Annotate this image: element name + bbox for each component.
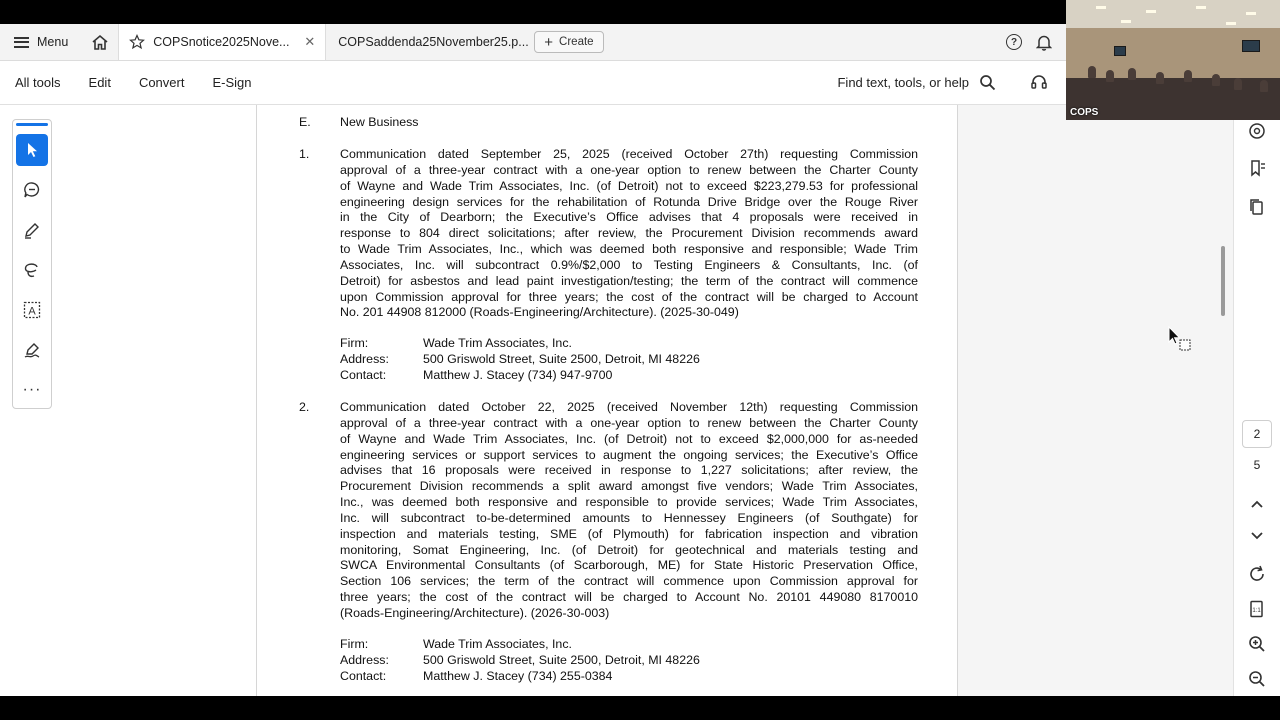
page-fit-button[interactable] — [1246, 598, 1268, 620]
previous-page-button[interactable] — [1246, 493, 1268, 515]
firm-label: Firm: — [340, 336, 369, 350]
firm-details — [340, 637, 918, 685]
at-comment-icon — [1248, 122, 1266, 140]
main-toolbar — [0, 61, 1066, 105]
contact-label: Contact: — [340, 367, 387, 382]
next-page-button[interactable] — [1246, 525, 1268, 547]
menu-button[interactable] — [0, 24, 82, 60]
bookmark-icon — [1248, 159, 1266, 177]
firm-value: Wade Trim Associates, Inc. — [423, 336, 572, 350]
bell-icon[interactable] — [1036, 34, 1052, 51]
contact-value: Matthew J. Stacey (734) 255-0384 — [423, 668, 613, 683]
paragraph-line: (Roads-Engineering/Architecture). (2026-30-003) — [340, 605, 610, 620]
meeting-video-feed[interactable] — [1066, 0, 1280, 120]
vertical-scrollbar[interactable] — [1221, 246, 1225, 316]
paragraph-line: inspection and materials testing, SME (of Plymouth) for fabrication inspection and vibration — [340, 526, 918, 541]
chevron-up-icon — [1250, 499, 1264, 509]
copy-pages-icon — [1248, 198, 1266, 216]
star-icon[interactable] — [129, 34, 145, 50]
paragraph-line: Inc., was deemed both responsive and responsible to provide services; Wade Trim Associates, — [340, 495, 918, 510]
paragraph-line: engineering design services for the rehabilitation of Rotunda Drive Bridge over the Rouge River — [340, 194, 918, 209]
tab-title: COPSnotice2025Nove... — [153, 35, 290, 49]
pages-button[interactable] — [1246, 196, 1268, 218]
home-button[interactable] — [82, 24, 118, 60]
zoom-out-icon — [1248, 670, 1266, 688]
headset-icon[interactable] — [1030, 74, 1048, 91]
document-page[interactable] — [256, 105, 958, 696]
menu-label: Menu — [37, 35, 69, 49]
canvas-background — [958, 105, 1233, 696]
convert-menu[interactable]: Convert — [138, 75, 185, 90]
text-box-icon — [22, 300, 42, 320]
video-light — [1121, 20, 1131, 23]
zoom-in-button[interactable] — [1246, 633, 1268, 655]
address-value: 500 Griswold Street, Suite 2500, Detroit, MI 48226 — [423, 652, 700, 667]
right-side-panel — [1233, 120, 1280, 696]
contact-label: Contact: — [340, 668, 387, 683]
video-tv-screen — [1242, 40, 1260, 52]
paragraph-line: Detroit) for asbestos and lead paint investigation/testing; the term of the contract will commence — [340, 273, 918, 288]
section-letter: E. — [299, 115, 311, 129]
create-button[interactable] — [534, 31, 603, 53]
firm-value: Wade Trim Associates, Inc. — [423, 637, 572, 651]
refresh-icon — [1248, 565, 1266, 583]
paragraph-line: approval of a three-year contract with a one-year option to renew between the Charter County — [340, 415, 918, 430]
video-person — [1184, 70, 1192, 82]
paragraph-line: SWCA Environmental Consultants (of Scarborough, ME) for State Historic Preservation Office, — [340, 558, 918, 573]
comment-add-icon — [22, 180, 42, 200]
video-wall — [1066, 28, 1280, 78]
svg-text:A: A — [28, 305, 36, 318]
all-tools-menu[interactable]: All tools — [15, 75, 61, 90]
tab-copsnotice[interactable] — [118, 24, 326, 60]
paragraph-line: Associates, Inc. will subcontract 0.9%/$2,000 to Testing Engineers & Consultants, Inc. (of — [340, 257, 918, 272]
video-person — [1234, 78, 1242, 90]
cursor-arrow-icon — [25, 142, 39, 158]
refresh-button[interactable] — [1246, 563, 1268, 585]
chevron-down-icon — [1250, 531, 1264, 541]
paragraph-line: engineering services or support services to augment the ongoing services; the Executive’s Office — [340, 447, 918, 462]
paragraph-line: of Wayne and Wade Trim Associates, Inc. (of Detroit) not to exceed $2,000,000 for as-needed — [340, 431, 918, 446]
video-person — [1260, 80, 1268, 92]
video-person — [1212, 74, 1220, 86]
bookmarks-button[interactable] — [1246, 157, 1268, 179]
item-paragraph — [340, 400, 918, 622]
comment-panel-button[interactable] — [1246, 120, 1268, 142]
left-tool-panel — [0, 105, 256, 696]
video-light — [1096, 6, 1106, 9]
video-light — [1246, 12, 1256, 15]
page-fit-icon — [1248, 600, 1266, 618]
rail-accent — [16, 123, 48, 126]
paragraph-line: Communication dated September 25, 2025 (received October 27th) requesting Commission — [340, 147, 918, 161]
plus-icon: + — [544, 33, 554, 51]
sign-tool[interactable] — [16, 334, 48, 366]
freehand-tool[interactable] — [16, 254, 48, 286]
video-person — [1128, 68, 1136, 80]
paragraph-line: Communication dated October 22, 2025 (received November 12th) requesting Commission — [340, 400, 918, 414]
video-person — [1088, 66, 1096, 78]
edit-menu[interactable]: Edit — [88, 75, 111, 90]
item-number: 1. — [299, 147, 310, 161]
section-title: New Business — [340, 115, 419, 129]
address-label: Address: — [340, 351, 389, 366]
contact-value: Matthew J. Stacey (734) 947-9700 — [423, 367, 613, 382]
lasso-icon — [22, 260, 42, 280]
paragraph-line: three years; the cost of the contract will be charged to Account No. 20101 449080 8170010 — [340, 590, 918, 605]
svg-text:1:1: 1:1 — [1252, 608, 1261, 614]
paragraph-line: Procurement Division recommends a split award amongst five vendors; Wade Trim Associates, — [340, 479, 918, 494]
quick-tools-rail — [12, 119, 52, 409]
more-icon: ··· — [22, 381, 42, 398]
video-tv-screen — [1114, 46, 1126, 56]
video-label: COPS — [1070, 107, 1099, 118]
video-light — [1196, 6, 1206, 9]
pencil-icon — [22, 220, 42, 240]
total-pages: 5 — [1253, 458, 1261, 472]
more-tools-button[interactable] — [16, 374, 48, 406]
text-select-tool[interactable] — [16, 294, 48, 326]
paragraph-line: Section 106 services; the term of the contract will commence upon Commission approval for — [340, 574, 918, 589]
paragraph-line: in the City of Dearborn; the Executive’s Office advises that 4 proposals were received in — [340, 210, 918, 225]
select-tool[interactable] — [16, 134, 48, 166]
firm-details — [340, 336, 918, 384]
find-label[interactable]: Find text, tools, or help — [837, 75, 969, 90]
create-label: Create — [559, 36, 594, 48]
mouse-cursor-icon — [1168, 326, 1194, 354]
current-page-input[interactable]: 2 — [1242, 420, 1272, 448]
address-label: Address: — [340, 652, 389, 667]
paragraph-line: No. 201 44908 812000 (Roads-Engineering/Architecture). (2025-30-049) — [340, 305, 739, 320]
help-icon[interactable]: ? — [1006, 34, 1022, 50]
paragraph-line: advises that 16 proposals were received in response to 1,227 solicitations; after review, the — [340, 463, 918, 478]
pen-sign-icon — [22, 340, 42, 360]
tab-bar — [0, 24, 1066, 61]
zoom-in-icon — [1248, 635, 1266, 653]
item-number: 2. — [299, 400, 310, 414]
paragraph-line: to Wade Trim Associates, Inc., which was deemed both responsive and responsible; Wade Trim — [340, 242, 918, 257]
paragraph-line: upon Commission approval for three years; the cost of the contract will be charged to Account — [340, 289, 918, 304]
item-paragraph — [340, 147, 918, 321]
video-light — [1226, 22, 1236, 25]
paragraph-line: approval of a three-year contract with a one-year option to renew between the Charter County — [340, 162, 918, 177]
video-person — [1156, 72, 1164, 84]
comment-tool[interactable] — [16, 174, 48, 206]
paragraph-line: monitoring, Somat Engineering, Inc. (of Detroit) for geotechnical and materials testing and — [340, 542, 918, 557]
paragraph-line: Inc. will subcontract to-be-determined amounts to Hennessey Engineers (of Southgate) for — [340, 510, 918, 525]
hamburger-icon — [14, 37, 29, 48]
bottom-letterbox — [0, 696, 1280, 720]
draw-tool[interactable] — [16, 214, 48, 246]
home-icon — [91, 34, 109, 51]
tab-title: COPSaddenda25November25.p... — [338, 35, 529, 49]
video-person — [1106, 70, 1114, 82]
esign-menu[interactable]: E-Sign — [212, 75, 252, 90]
firm-label: Firm: — [340, 637, 369, 651]
tab-copsaddenda[interactable] — [326, 24, 529, 60]
close-icon[interactable]: ✕ — [304, 34, 316, 49]
paragraph-line: of Wayne and Wade Trim Associates, Inc. (of Detroit) not to exceed $223,279.53 for professional — [340, 178, 918, 193]
video-light — [1146, 10, 1156, 13]
paragraph-line: response to 804 direct solicitations; after review, the Procurement Division recommends award — [340, 226, 918, 241]
address-value: 500 Griswold Street, Suite 2500, Detroit, MI 48226 — [423, 351, 700, 366]
zoom-out-button[interactable] — [1246, 668, 1268, 690]
search-icon[interactable] — [979, 74, 996, 91]
